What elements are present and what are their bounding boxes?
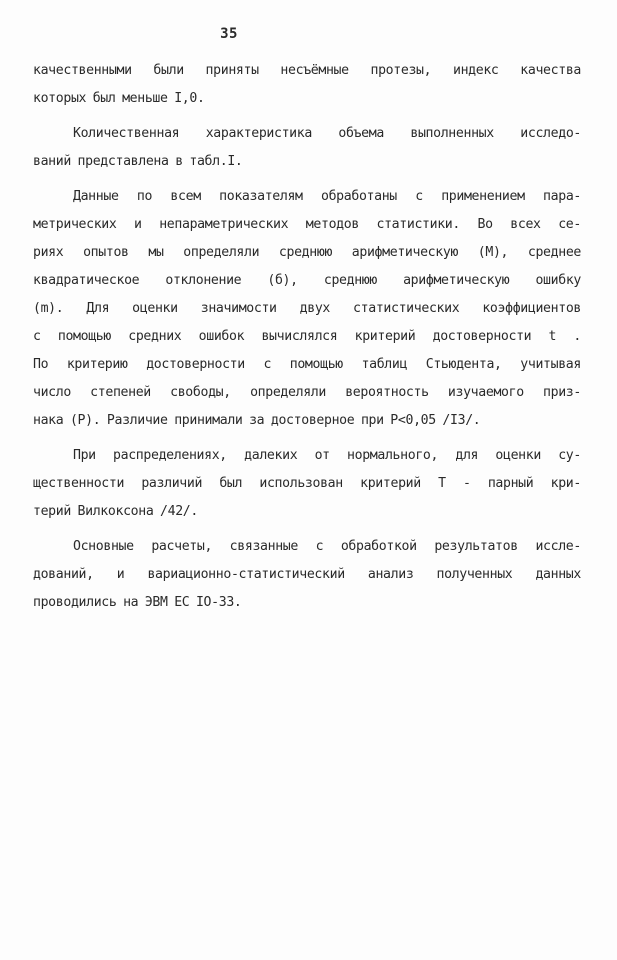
text-line: Количественная характеристика объема выполненных исследо- [73,126,581,141]
text-line: которых был меньше I,0. [33,91,205,106]
text-line: терий Вилкоксона /42/. [33,504,198,519]
text-line: качественными были приняты несъёмные протезы, индекс качества [33,63,581,78]
text-line: (m). Для оценки значимости двух статистических коэффициентов [33,301,581,316]
text-line: метрических и непараметрических методов статистики. Во всех се- [33,217,581,232]
paragraph-wilcoxon-test [33,442,581,526]
text-line: число степеней свободы, определяли вероятность изучаемого приз- [33,385,581,400]
text-line: проводились на ЭВМ ЕС IO-33. [33,595,242,610]
text-line: с помощью средних ошибок вычислялся критерий достоверности t . [33,329,581,344]
text-line: ваний представлена в табл.I. [33,154,243,169]
paragraph-computations [33,533,581,617]
text-line: нака (Р). Различие принимали за достоверное при Р<0,05 /I3/. [33,413,481,428]
text-line: Основные расчеты, связанные с обработкой результатов иссле- [73,539,581,554]
text-line: Данные по всем показателям обработаны с применением пара- [73,189,581,204]
paragraph-statistical-methods [33,183,581,435]
paragraph-quality-index [33,57,581,113]
text-line: дований, и вариационно-статистический анализ полученных данных [33,567,581,582]
paragraph-research-volume [33,120,581,176]
text-line: квадратическое отклонение (б), среднюю арифметическую ошибку [33,273,581,288]
text-line: риях опытов мы определяли среднюю арифметическую (М), среднее [33,245,581,260]
body-text [33,57,581,617]
text-line: щественности различий был использован критерий Т - парный кри- [33,476,581,491]
text-line: По критерию достоверности с помощью таблиц Стьюдента, учитывая [33,357,581,372]
text-line: При распределениях, далеких от нормального, для оценки су- [73,448,581,463]
page-number: 35 [220,26,238,42]
